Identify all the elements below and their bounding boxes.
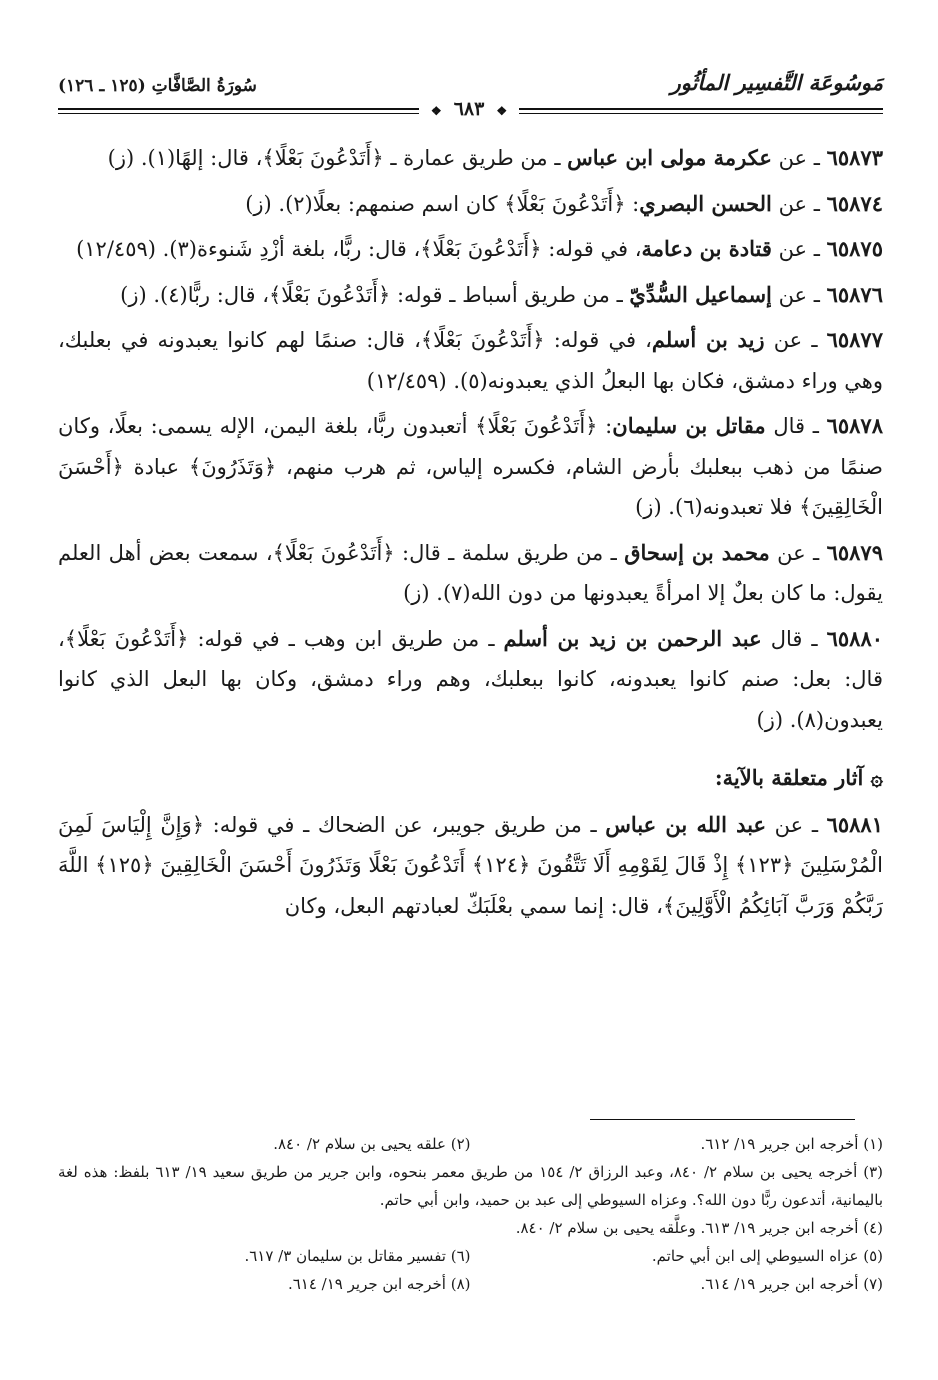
footnote-row bbox=[58, 1158, 883, 1214]
footnote: (٧) أخرجه ابن جرير ١٩/ ٦١٤. bbox=[700, 1275, 883, 1293]
narration-paragraph bbox=[58, 275, 883, 316]
narration-text: ـ من طريق جويبر، عن الضحاك ـ في قوله: ﴿وَإِنَّ إِلْيَاسَ لَمِنَ الْمُرْسَلِينَ ﴿١٢٣﴾ إِذْ قَالَ لِقَوْمِهِ أَلَا تَتَّقُونَ ﴿١٢٤﴾ أَتَدْعُونَ بَعْلًا وَتَذَرُونَ أَحْسَنَ الْخَالِقِينَ ﴿١٢٥﴾ اللَّهَ رَبَّكُمْ وَرَبَّ آبَائِكُمُ الْأَوَّلِينَ﴾، قال: إنما سمي بعْلَبَكّ لعبادتهم البعل، وكان bbox=[58, 812, 883, 918]
narration-text: : ﴿أَتَدْعُونَ بَعْلًا﴾ أتعبدون ربًّا، بلغة اليمن، الإله يسمى: بعلًا، وكان صنمًا من ذهب ببعلبك بأرض الشام، فكسره إلياس، ثم هرب منهم، ﴿وَتَذَرُونَ﴾ عبادة ﴿أَحْسَنَ الْخَالِقِينَ﴾ فلا تعبدونه(٦). (ز) bbox=[58, 414, 883, 519]
page-number-block bbox=[419, 98, 519, 120]
narration-number: ٦٥٨٨٠ bbox=[826, 625, 884, 651]
narration-intro: ـ عن bbox=[764, 328, 827, 352]
narration-text: ـ من طريق ابن وهب ـ في قوله: ﴿أَتَدْعُونَ بَعْلًا﴾، قال: بعل: صنم كانوا يعبدونه، كانوا ببعلبك، وهم وراء دمشق، وكان بها البعل الذي كانوا يعبدون(٨). (ز) bbox=[58, 626, 883, 732]
footnote: (٤) أخرجه ابن جرير ١٩/ ٦١٣. وعلَّقه يحيى بن سلام ٢/ ٨٤٠. bbox=[515, 1219, 883, 1237]
narration-number: ٦٥٨٧٤ bbox=[826, 190, 883, 216]
narrator-name: قتادة بن دعامة bbox=[641, 236, 772, 261]
page-number-wrap bbox=[0, 98, 938, 120]
narration-number: ٦٥٨٧٧ bbox=[826, 327, 883, 352]
narrator-name: إسماعيل السُّدِّيّ bbox=[629, 281, 772, 307]
footnote-row bbox=[58, 1130, 883, 1158]
narrator-name: عبد الرحمن بن زيد بن أسلم bbox=[503, 625, 762, 651]
narrator-name: زيد بن أسلم bbox=[651, 327, 765, 352]
narration-paragraph bbox=[58, 184, 883, 225]
footnote: (٥) عزاه السيوطي إلى ابن أبي حاتم. bbox=[651, 1247, 883, 1265]
narration-text: : ﴿أَتَدْعُونَ بَعْلًا﴾ كان اسم صنمهم: بعلًا(٢). (ز) bbox=[245, 191, 640, 216]
footnote-row bbox=[58, 1242, 883, 1270]
footnote: (٣) أخرجه يحيى بن سلام ٢/ ٨٤٠، وعبد الرزاق ٢/ ١٥٤ من طريق معمر بنحوه، وابن جرير من طريق سعيد ١٩/ ٦١٣ بلفظ: هذه لغة باليمانية، أتدعون ربًّا دون الله؟. وعزاه السيوطي إلى عبد بن حميد، وابن أبي حاتم. bbox=[58, 1163, 883, 1209]
ornament-icon: ❖ bbox=[496, 104, 508, 118]
narration-intro: ـ عن bbox=[771, 237, 827, 261]
narration-text: ـ من طريق أسباط ـ قوله: ﴿أَتَدْعُونَ بَعْلًا﴾، قال: ربًّا(٤). (ز) bbox=[120, 282, 630, 307]
narration-text: ـ من طريق عمارة ـ ﴿أَتَدْعُونَ بَعْلًا﴾، قال: إلهًا(١). (ز) bbox=[107, 146, 568, 170]
narrator-name: عبد الله بن عباس bbox=[605, 811, 767, 837]
narration-intro: ـ عن bbox=[771, 146, 827, 170]
footnote-row bbox=[58, 1214, 883, 1242]
narration-paragraph bbox=[58, 533, 883, 614]
narration-paragraph bbox=[58, 406, 883, 528]
narration-number: ٦٥٨٧٦ bbox=[826, 281, 883, 307]
narration-text: ، في قوله: ﴿أَتَدْعُونَ بَعْلًا﴾، قال: صنمًا لهم كانوا يعبدونه في بعلبك، وهي وراء دمشق، فكان بها البعلُ الذي يعبدونه(٥). (١٢/٤٥٩) bbox=[58, 328, 883, 393]
narration-paragraph bbox=[58, 138, 883, 179]
footnote: (٢) علقه يحيى بن سلام ٢/ ٨٤٠. bbox=[273, 1135, 471, 1153]
footnotes bbox=[58, 1130, 883, 1298]
narration-intro: ـ عن bbox=[771, 282, 827, 307]
narration-intro: ـ قال bbox=[761, 626, 827, 651]
main-text bbox=[58, 138, 883, 931]
narration-number: ٦٥٨٧٣ bbox=[826, 145, 883, 170]
narration-text: ـ من طريق سلمة ـ قال: ﴿أَتَدْعُونَ بَعْلًا﴾، سمعت بعض أهل العلم يقول: ما كان بعلٌ إلا امرأةً يعبدونها من دون الله(٧). (ز) bbox=[58, 540, 883, 605]
narration-intro: ـ عن bbox=[766, 812, 827, 837]
section-heading: ۞ آثار متعلقة بالآية: bbox=[714, 765, 883, 790]
narration-paragraph bbox=[58, 229, 883, 270]
narration-paragraph bbox=[58, 320, 883, 401]
footnote: (١) أخرجه ابن جرير ١٩/ ٦١٢. bbox=[700, 1135, 883, 1153]
narrator-name: عكرمة مولى ابن عباس bbox=[567, 145, 772, 170]
narration-intro: ـ عن bbox=[769, 540, 827, 565]
narrator-name: الحسن البصري bbox=[639, 190, 772, 216]
narration-number: ٦٥٨٧٩ bbox=[826, 539, 883, 565]
narration-number: ٦٥٨٧٨ bbox=[826, 413, 883, 438]
narration-number: ٦٥٨٧٥ bbox=[826, 236, 883, 261]
narration-intro: ـ عن bbox=[771, 191, 827, 216]
footnote-separator bbox=[590, 1119, 855, 1120]
narration-paragraph bbox=[58, 805, 883, 927]
narration-text: ، في قوله: ﴿أَتَدْعُونَ بَعْلًا﴾، قال: ربًّا، بلغة أزْدِ شَنوءة(٣). (١٢/٤٥٩) bbox=[76, 237, 642, 261]
footnote-row bbox=[58, 1270, 883, 1298]
narration-number: ٦٥٨٨١ bbox=[826, 811, 883, 837]
narrator-name: مقاتل بن سليمان bbox=[612, 413, 766, 438]
narration-intro: ـ قال bbox=[765, 414, 827, 438]
ornament-icon: ❖ bbox=[430, 104, 442, 118]
narration-paragraph bbox=[58, 619, 883, 741]
book-title: مَوسُوعَة التَّفسِير المأثُور bbox=[670, 70, 883, 95]
page-number: ٦٨٣ bbox=[444, 98, 495, 120]
sura-title: سُورَةُ الصَّافَّاتِ (١٢٥ ـ ١٢٦) bbox=[58, 76, 257, 96]
footnote: (٨) أخرجه ابن جرير ١٩/ ٦١٤. bbox=[287, 1275, 471, 1293]
footnote: (٦) تفسير مقاتل بن سليمان ٣/ ٦١٧. bbox=[244, 1247, 471, 1265]
narrator-name: محمد بن إسحاق bbox=[624, 539, 770, 565]
